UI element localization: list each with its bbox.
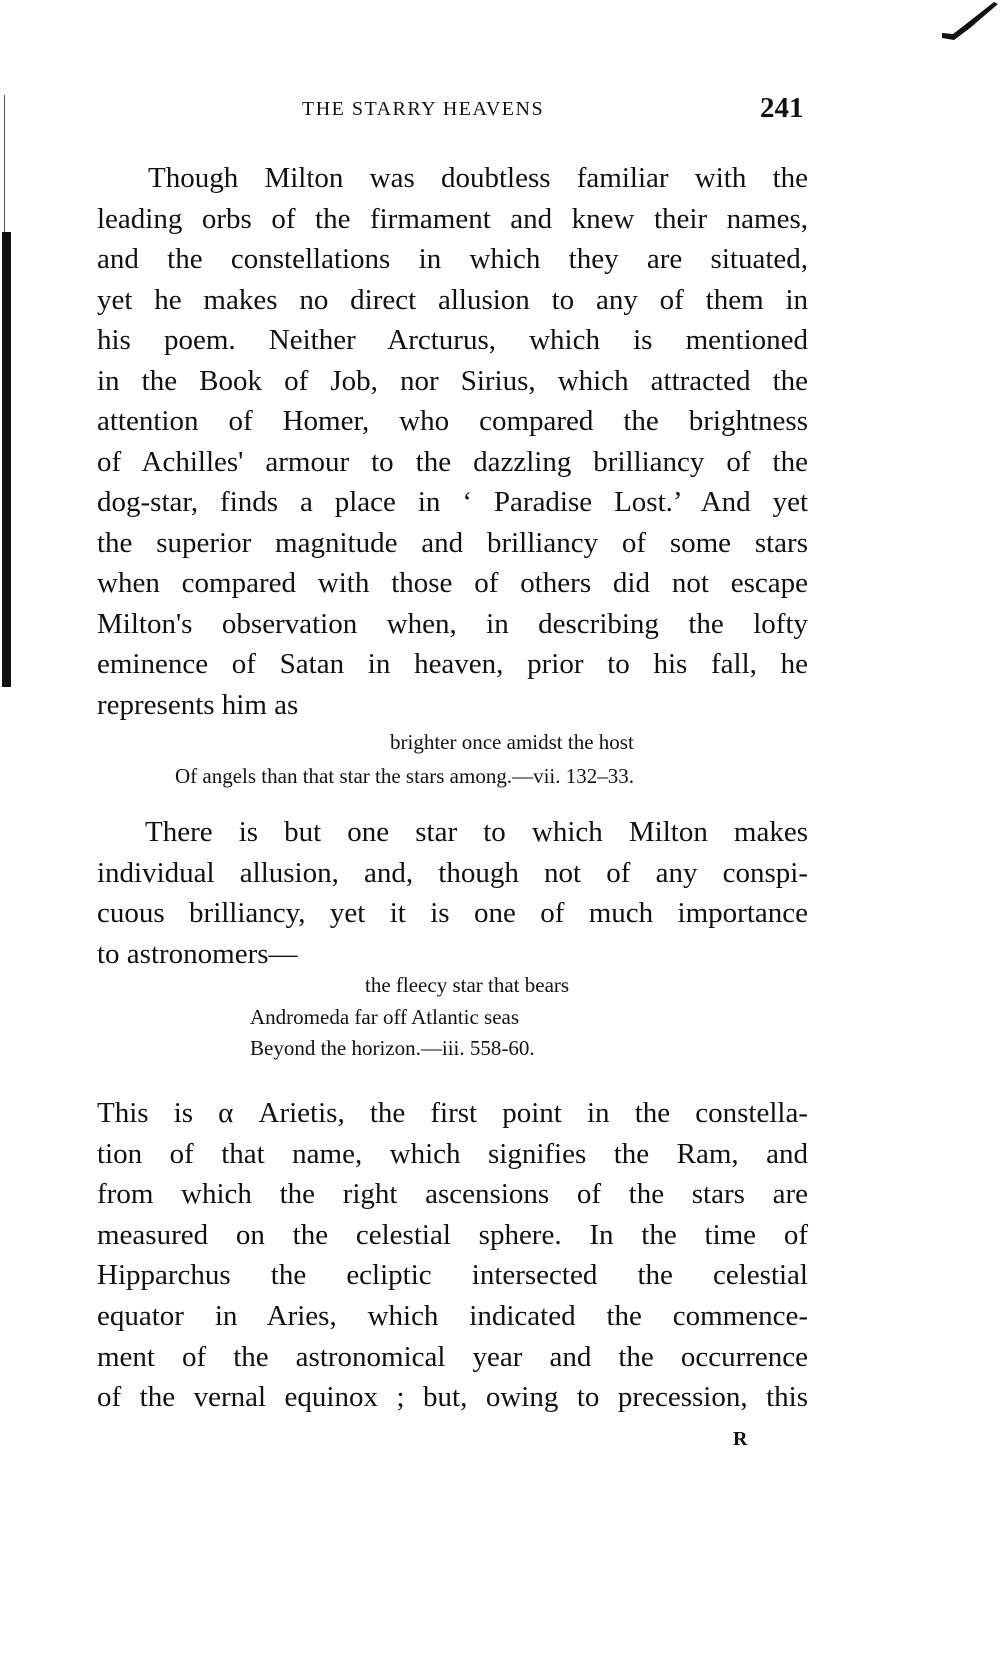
text-line: and the constellations in which they are situated, bbox=[97, 243, 808, 275]
text-line: attention of Homer, who compared the brightness bbox=[97, 405, 808, 437]
text-line: from which the right ascensions of the stars are bbox=[97, 1178, 808, 1211]
text-line: yet he makes no direct allusion to any of them in bbox=[97, 283, 808, 316]
verse-quote-line: Of angels than that star the stars among.—vii. 132–33. bbox=[175, 764, 634, 788]
text-line: ment of the astronomical year and the occurrence bbox=[97, 1340, 808, 1373]
verse-quote-line: the fleecy star that bears bbox=[365, 973, 570, 997]
running-title: THE STARRY HEAVENS bbox=[302, 98, 545, 120]
text-line: represents him as bbox=[97, 688, 299, 721]
scan-edge-line bbox=[4, 95, 5, 235]
text-line: the superior magnitude and brilliancy of some stars bbox=[97, 526, 808, 559]
text-line: to astronomers— bbox=[97, 938, 298, 971]
text-line: leading orbs of the firmament and knew their names, bbox=[97, 202, 808, 235]
signature-mark: R bbox=[733, 1428, 748, 1450]
text-line: his poem. Neither Arcturus, which is mentioned bbox=[97, 324, 808, 356]
verse-quote-line: Beyond the horizon.—iii. 558-60. bbox=[250, 1036, 535, 1060]
text-line: measured on the celestial sphere. In the time of bbox=[97, 1218, 808, 1251]
text-line: of Achilles' armour to the dazzling brilliancy of the bbox=[97, 445, 808, 478]
pencil-check-mark-icon bbox=[920, 0, 1000, 60]
text-line: cuous brilliancy, yet it is one of much importance bbox=[97, 897, 808, 930]
text-line: Hipparchus the ecliptic intersected the celestial bbox=[97, 1259, 808, 1292]
scan-margin-shadow bbox=[2, 232, 11, 687]
text-line: individual allusion, and, though not of any conspi- bbox=[97, 856, 808, 889]
text-line: dog-star, finds a place in ‘ Paradise Lost.’ And yet bbox=[97, 486, 808, 518]
verse-quote-line: brighter once amidst the host bbox=[390, 730, 634, 754]
text-line: There is but one star to which Milton makes bbox=[145, 816, 808, 848]
text-line: Milton's observation when, in describing the lofty bbox=[97, 607, 808, 640]
verse-quote-line: Andromeda far off Atlantic seas bbox=[250, 1005, 520, 1029]
text-line: of the vernal equinox ; but, owing to precession, this bbox=[97, 1381, 808, 1414]
text-line: Though Milton was doubtless familiar with the bbox=[148, 162, 808, 194]
page-number: 241 bbox=[760, 92, 804, 124]
text-line: eminence of Satan in heaven, prior to his fall, he bbox=[97, 648, 808, 680]
text-line: tion of that name, which signifies the Ram, and bbox=[97, 1137, 808, 1170]
text-line: This is α Arietis, the first point in the constella- bbox=[97, 1097, 808, 1129]
text-line: equator in Aries, which indicated the commence- bbox=[97, 1300, 808, 1332]
text-line: when compared with those of others did not escape bbox=[97, 567, 808, 599]
text-line: in the Book of Job, nor Sirius, which attracted the bbox=[97, 364, 808, 397]
